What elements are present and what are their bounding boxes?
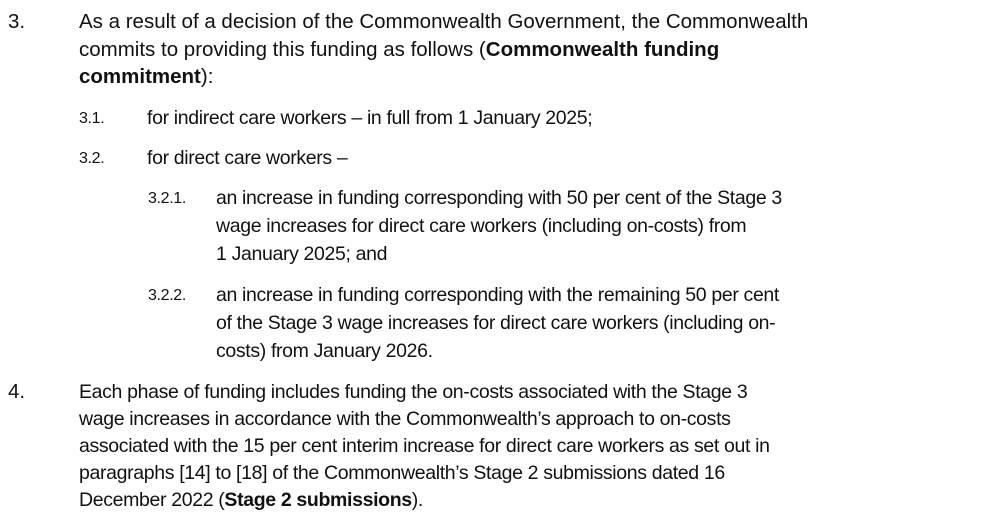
item-text-line: wage increases for direct care workers (including on-costs) from: [216, 215, 747, 237]
defined-term: Commonwealth funding: [485, 38, 720, 61]
paragraph-text-line: [79, 38, 719, 62]
paragraph-text-line: paragraphs [14] to [18] of the Commonwealth’s Stage 2 submissions dated 16: [79, 462, 725, 484]
item-text-line: 1 January 2025; and: [216, 243, 388, 265]
text-segment: ):: [200, 65, 214, 88]
item-number: 3.2.2.: [148, 287, 186, 304]
subparagraph-number: 3.1.: [79, 110, 105, 127]
subparagraph-text: for indirect care workers – in full from 1 January 2025;: [147, 107, 593, 129]
subparagraph-number: 3.2.: [79, 150, 105, 167]
item-text-line: costs) from January 2026.: [216, 340, 433, 362]
text-segment: December 2022 (: [79, 489, 225, 511]
paragraph-text-line: [79, 65, 213, 89]
paragraph-text-line: As a result of a decision of the Commonwealth Government, the Commonwealth: [79, 10, 809, 33]
item-number: 3.2.1.: [148, 190, 186, 207]
defined-term: Stage 2 submissions: [224, 489, 412, 511]
item-text-line: of the Stage 3 wage increases for direct care workers (including on-: [216, 312, 776, 334]
paragraph-number: 3.: [8, 10, 26, 33]
paragraph-text-line: [79, 488, 423, 512]
item-text-line: an increase in funding corresponding with 50 per cent of the Stage 3: [216, 187, 782, 209]
text-segment: ).: [411, 489, 423, 511]
paragraph-text-line: associated with the 15 per cent interim increase for direct care workers as set out in: [79, 435, 770, 457]
text-segment: commits to providing this funding as follows (: [79, 38, 486, 61]
subparagraph-text: for direct care workers –: [147, 147, 348, 169]
paragraph-text-line: Each phase of funding includes funding the on-costs associated with the Stage 3: [79, 381, 748, 403]
paragraph-number: 4.: [8, 380, 26, 403]
defined-term: commitment: [79, 65, 201, 88]
paragraph-text-line: wage increases in accordance with the Commonwealth’s approach to on-costs: [79, 408, 731, 430]
item-text-line: an increase in funding corresponding with the remaining 50 per cent: [216, 284, 779, 306]
